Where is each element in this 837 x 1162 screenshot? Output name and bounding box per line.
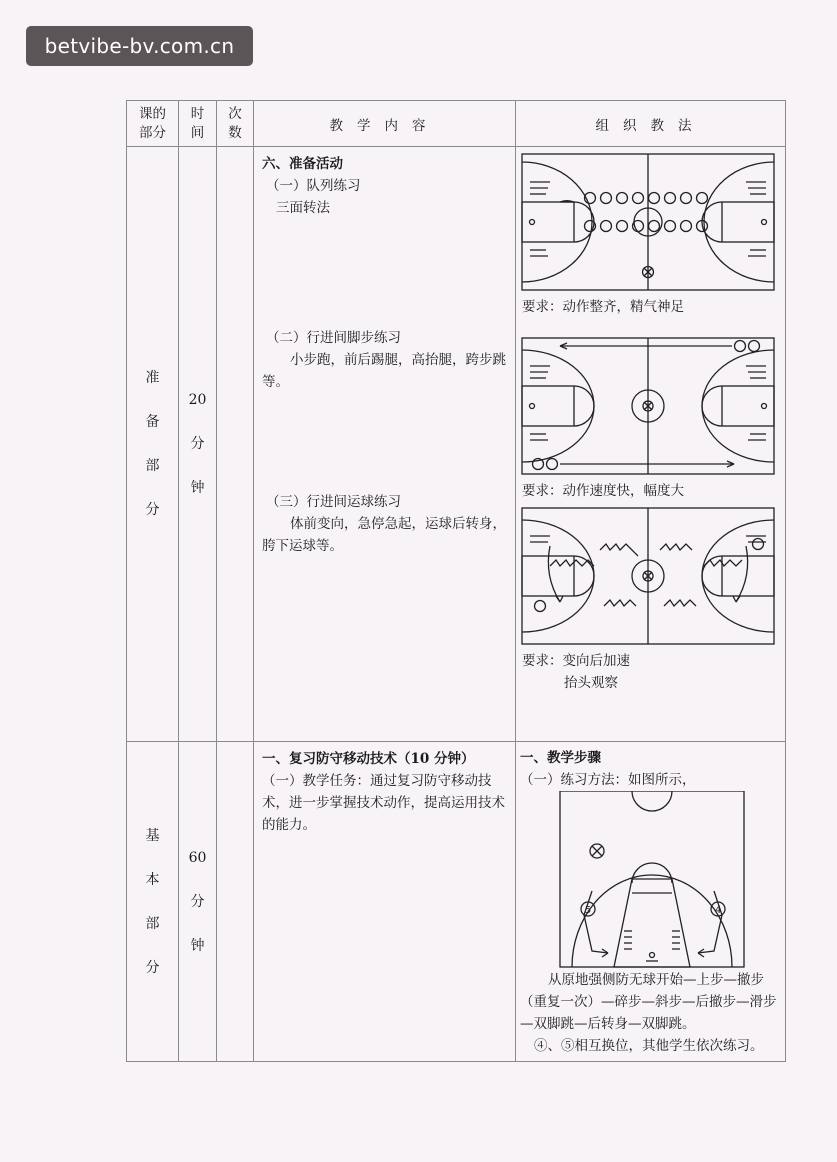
prep-count-cell (217, 147, 254, 742)
basic-content-cell (254, 742, 516, 1062)
prep-time-unit: 钟 (190, 480, 205, 496)
prep-part-cell (127, 147, 179, 742)
prep-sub2-title: （二）行进间脚步练习 (266, 330, 401, 346)
basic-part-char: 分 (145, 959, 160, 976)
prep-sub3-text: 体前变向，急停急起，运球后转身，胯下运球等。 (262, 516, 506, 554)
basic-part-char: 基 (145, 827, 160, 844)
header-time-line1: 时 (190, 105, 205, 122)
basic-count-cell (217, 742, 254, 1062)
header-part (127, 101, 179, 147)
prep-time-value: 20 (188, 392, 207, 408)
basic-method-text1: 从原地强侧防无球开始—上步—撤步（重复一次）—碎步—斜步—后撤步—滑步—双脚跳—后转身—双脚跳。 (520, 972, 777, 1032)
header-count-line2: 数 (228, 124, 242, 141)
prep-part-char: 准 (145, 370, 160, 386)
header-count (217, 101, 254, 147)
basic-time-unit: 分 (190, 893, 205, 910)
basic-part-cell (127, 742, 179, 1062)
prep-row (127, 147, 786, 742)
header-count-line1: 次 (228, 105, 242, 122)
basic-row (127, 742, 786, 1062)
prep-sub1-text: 三面转法 (276, 200, 330, 216)
basic-method-title: 一、教学步骤 (520, 750, 601, 766)
lesson-plan-table (126, 100, 786, 1062)
basic-part-char: 本 (145, 871, 160, 888)
player-left-label: 5 (584, 905, 592, 916)
basic-time-value: 60 (188, 849, 207, 866)
prep-req2: 要求：动作速度快，幅度大 (522, 483, 684, 499)
header-part-line2: 部分 (139, 124, 166, 141)
header-method-label: 组织教法 (595, 117, 706, 134)
prep-part-char: 备 (145, 414, 160, 430)
watermark-label: betvibe-bv.com.cn (26, 26, 253, 66)
header-time (179, 101, 217, 147)
prep-section-title: 六、准备活动 (262, 156, 343, 172)
halfcourt-diagram-defense-drill (520, 791, 782, 969)
prep-part-char: 分 (145, 502, 160, 518)
header-method (516, 101, 786, 147)
header-row (127, 101, 786, 147)
basic-sub1-text: （一）教学任务：通过复习防守移动技术，进一步掌握技术动作，提高运用技术的能力。 (262, 773, 505, 833)
prep-req3-line2: 抬头观察 (564, 675, 618, 691)
header-content-label: 教学内容 (329, 117, 440, 134)
basic-method-sub: （一）练习方法：如图所示， (520, 772, 696, 788)
basic-part-char: 部 (145, 915, 160, 932)
basic-time-unit: 钟 (190, 937, 205, 954)
court-diagram-dribble-drill (520, 506, 776, 646)
player-right-label: 4 (714, 905, 722, 916)
prep-req3-line1: 要求：变向后加速 (522, 653, 630, 669)
prep-time-cell (179, 147, 217, 742)
basic-method-cell (516, 742, 786, 1062)
prep-time-unit: 分 (190, 436, 205, 452)
court-diagram-footwork-drill (520, 336, 776, 476)
prep-sub3-title: （三）行进间运球练习 (266, 494, 401, 510)
basic-method-text2: ④、⑤相互换位，其他学生依次练习。 (534, 1038, 764, 1054)
prep-sub2-text: 小步跑，前后踢腿，高抬腿，跨步跳等。 (262, 352, 506, 390)
prep-content-cell (254, 147, 516, 742)
header-part-line1: 课的 (139, 105, 166, 122)
prep-part-char: 部 (145, 458, 160, 474)
prep-sub1-title: （一）队列练习 (266, 178, 361, 194)
header-content (254, 101, 516, 147)
basic-time-cell (179, 742, 217, 1062)
court-diagram-queue-drill (520, 152, 776, 292)
prep-req1: 要求：动作整齐，精气神足 (522, 299, 684, 315)
basic-section-title: 一、复习防守移动技术（10 分钟） (262, 751, 475, 767)
header-time-line2: 间 (190, 124, 205, 141)
prep-method-cell (516, 147, 786, 742)
